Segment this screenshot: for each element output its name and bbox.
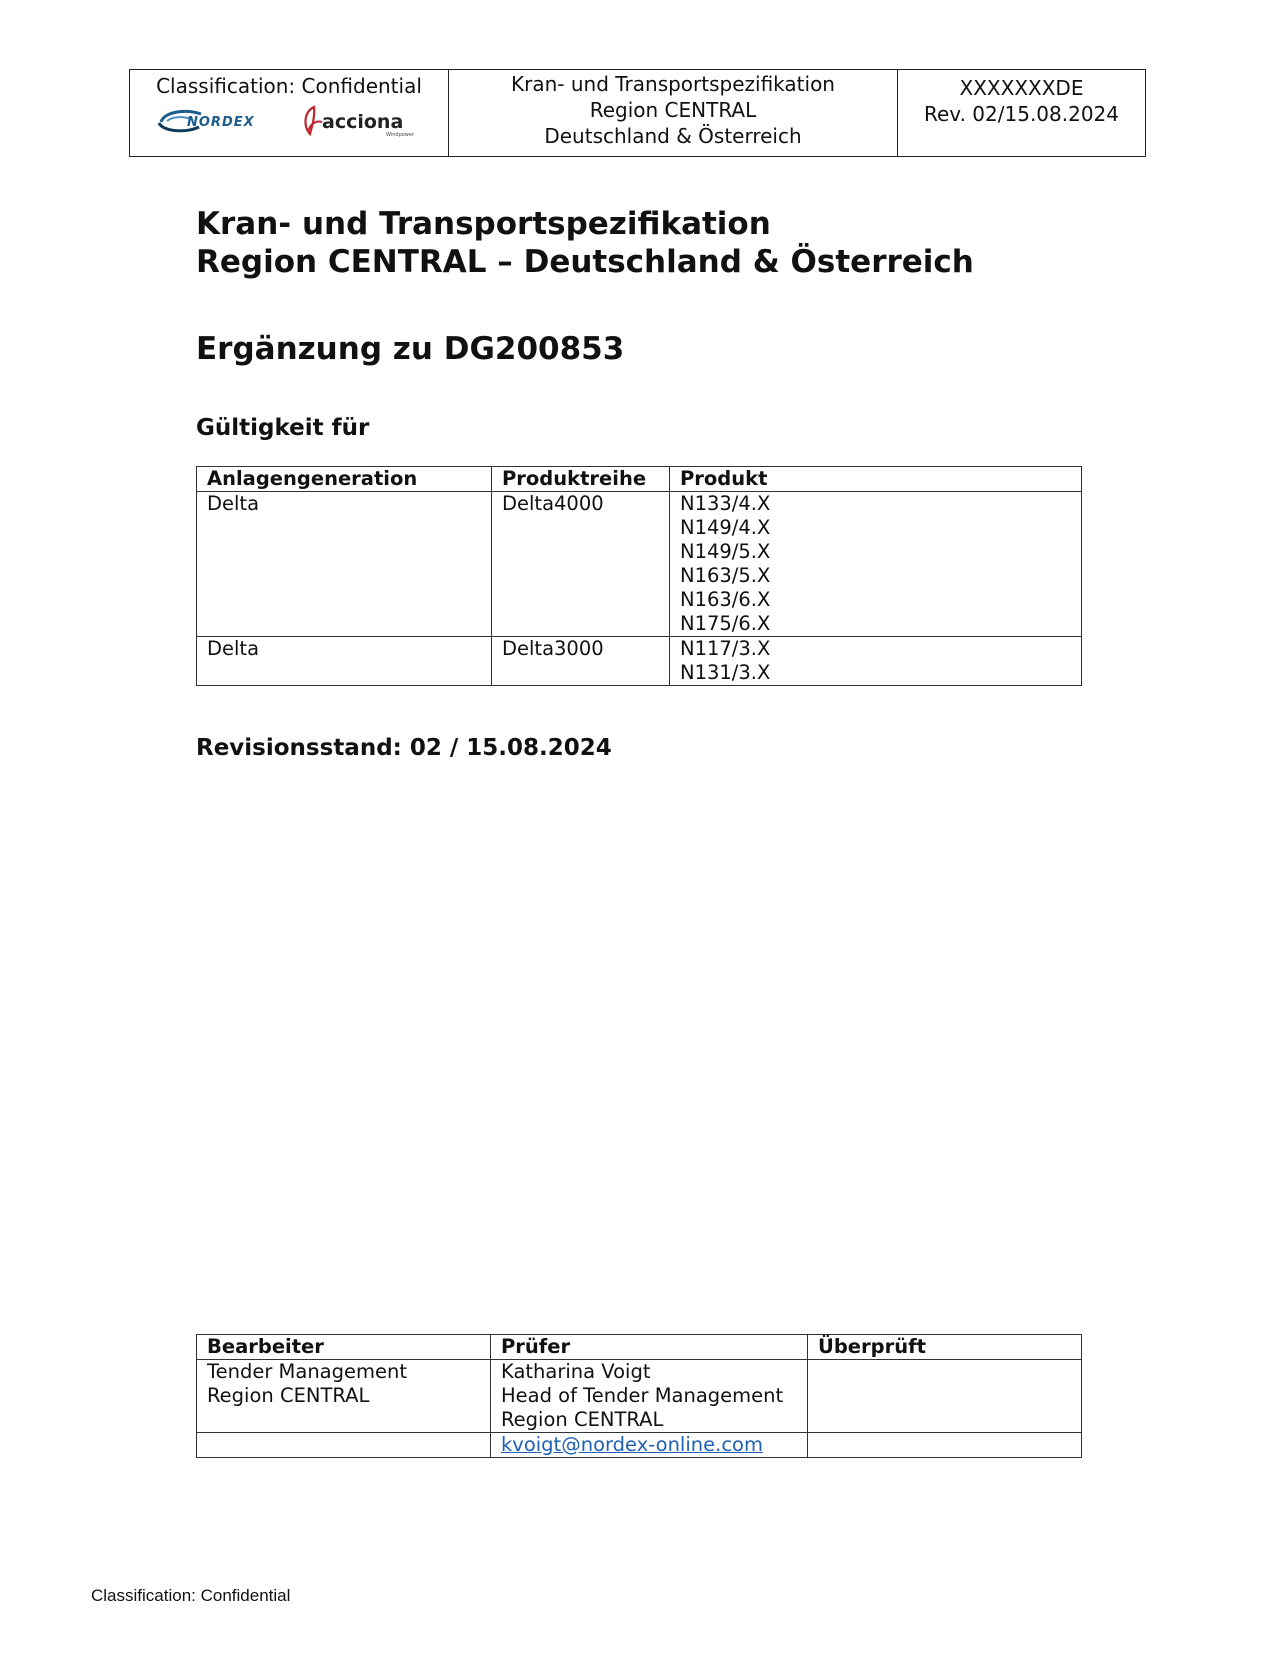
checked-cell [808,1360,1082,1433]
reviewer-line: Region CENTRAL [501,1408,664,1431]
header-docinfo-cell [898,70,1146,157]
reviewer-line: Katharina Voigt [501,1360,651,1383]
column-header: Überprüft [808,1335,1082,1360]
acciona-logo [300,104,415,138]
editor-line: Tender Management [207,1360,407,1383]
product-item: N117/3.X [680,637,771,660]
reviewer-email-link[interactable]: kvoigt@nordex-online.com [501,1433,763,1456]
product-item: N149/5.X [680,540,771,563]
products-cell [670,492,1082,637]
table-row [197,1433,1082,1458]
products-cell [670,637,1082,686]
table-row [197,492,1082,637]
footer-classification: Classification: Confidential [91,1586,291,1605]
column-header: Prüfer [491,1335,808,1360]
reviewer-line: Head of Tender Management [501,1384,784,1407]
document-title-line-2: Region CENTRAL – Deutschland & Österreich [196,244,974,280]
revision-status: Revisionsstand: 02 / 15.08.2024 [196,735,612,761]
column-header: Produktreihe [492,467,670,492]
header-title-line: Deutschland & Österreich [544,124,802,148]
editor-cell [197,1360,491,1433]
header-logos [130,104,448,140]
document-header [129,69,1146,157]
header-title-line: Kran- und Transportspezifikation [511,72,835,96]
document-subtitle: Ergänzung zu DG200853 [196,331,625,367]
empty-cell [197,1433,491,1458]
acciona-logo-text: acciona [322,111,404,133]
header-title-cell [449,70,898,157]
header-revision: Rev. 02/15.08.2024 [924,102,1119,126]
product-item: N163/5.X [680,564,771,587]
validity-table [196,466,1082,686]
signature-table [196,1334,1082,1458]
table-row [197,637,1082,686]
generation-cell: Delta [197,637,492,686]
series-cell: Delta4000 [492,492,670,637]
reviewer-cell [491,1360,808,1433]
column-header: Bearbeiter [197,1335,491,1360]
validity-heading: Gültigkeit für [196,415,370,441]
table-header-row [197,467,1082,492]
editor-line: Region CENTRAL [207,1384,370,1407]
product-item: N149/4.X [680,516,771,539]
nordex-logo [157,108,283,134]
generation-cell: Delta [197,492,492,637]
header-classification-cell [130,70,449,157]
header-doc-number: XXXXXXXDE [959,76,1084,100]
product-item: N131/3.X [680,661,771,684]
header-title-line: Region CENTRAL [589,98,757,122]
document-title-line-1: Kran- und Transportspezifikation [196,206,771,242]
series-cell: Delta3000 [492,637,670,686]
table-row [197,1360,1082,1433]
column-header: Produkt [670,467,1082,492]
product-item: N163/6.X [680,588,771,611]
product-item: N175/6.X [680,612,771,635]
empty-cell [808,1433,1082,1458]
email-cell [491,1433,808,1458]
product-item: N133/4.X [680,492,771,515]
acciona-logo-subtext: Windpower [386,132,415,138]
nordex-logo-text: NORDEX [187,115,255,130]
table-header-row [197,1335,1082,1360]
column-header: Anlagengeneration [197,467,492,492]
header-classification: Classification: Confidential [156,74,422,98]
